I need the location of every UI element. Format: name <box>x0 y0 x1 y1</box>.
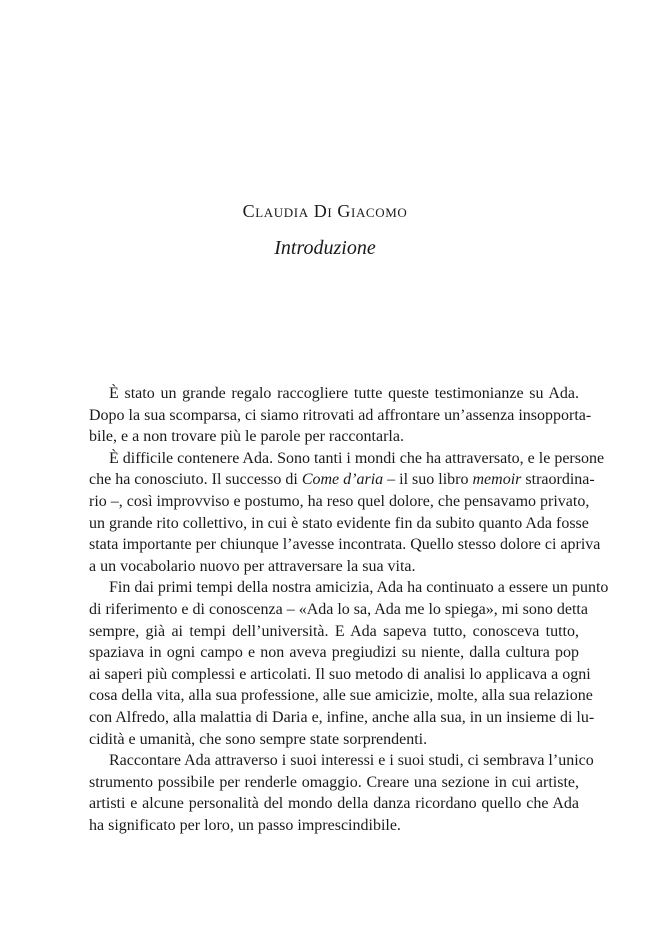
paragraph <box>69 750 594 836</box>
text-line: Fin dai primi tempi della nostra amicizia, Ada ha continuato a essere un punto <box>109 579 609 597</box>
text-line: artisti e alcune personalità del mondo della danza ricordano quello che Ada <box>89 795 579 813</box>
text-line: che ha conosciuto. Il successo di Come d’aria – il suo libro memoir straordina- <box>89 471 595 489</box>
paragraph <box>69 577 609 750</box>
text-line: stata importante per chiunque l’avesse incontrata. Quello stesso dolore ci apriva <box>89 536 601 554</box>
text-line: ai saperi più complessi e articolati. Il suo metodo di analisi lo applicava a ogni <box>89 665 591 683</box>
text-line: rio –, così improvviso e postumo, ha reso quel dolore, che pensavamo privato, <box>89 492 590 510</box>
text-line: ha significato per loro, un passo imprescindibile. <box>89 816 401 834</box>
paragraph <box>69 448 605 578</box>
chapter-body <box>69 383 609 836</box>
text-line: cosa della vita, alla sua professione, alle sue amicizie, molte, alla sua relazione <box>89 687 593 705</box>
text-line: cidità e umanità, che sono sempre state sorprendenti. <box>89 730 428 748</box>
text-line: Raccontare Ada attraverso i suoi interessi e i suoi studi, ci sembrava l’unico <box>109 752 594 770</box>
chapter-author: Claudia Di Giacomo <box>242 201 408 221</box>
text-line: un grande rito collettivo, in cui è stato evidente fin da subito quanto Ada fosse <box>89 514 589 532</box>
chapter-title: Introduzione <box>274 237 376 259</box>
text-line: Dopo la sua scomparsa, ci siamo ritrovati ad affrontare un’assenza insopporta- <box>89 406 592 424</box>
text-line: a un vocabolario nuovo per attraversare la sua vita. <box>89 557 416 575</box>
paragraph <box>69 383 592 448</box>
text-line: bile, e a non trovare più le parole per raccontarla. <box>89 428 404 446</box>
text-line: È difficile contenere Ada. Sono tanti i mondi che ha attraversato, e le persone <box>109 449 605 467</box>
text-line: strumento possibile per renderle omaggio. Creare una sezione in cui artiste, <box>89 773 579 791</box>
text-line: sempre, già ai tempi dell’università. E Ada sapeva tutto, conosceva tutto, <box>89 622 579 640</box>
text-line: con Alfredo, alla malattia di Daria e, infine, anche alla sua, in un insieme di lu- <box>89 708 595 726</box>
text-line: È stato un grande regalo raccogliere tutte queste testimonianze su Ada. <box>109 385 579 402</box>
text-line: di riferimento e di conoscenza – «Ada lo sa, Ada me lo spiega», mi sono detta <box>89 600 588 618</box>
text-line: spaziava in ogni campo e non aveva pregiudizi su niente, dalla cultura pop <box>89 644 579 662</box>
